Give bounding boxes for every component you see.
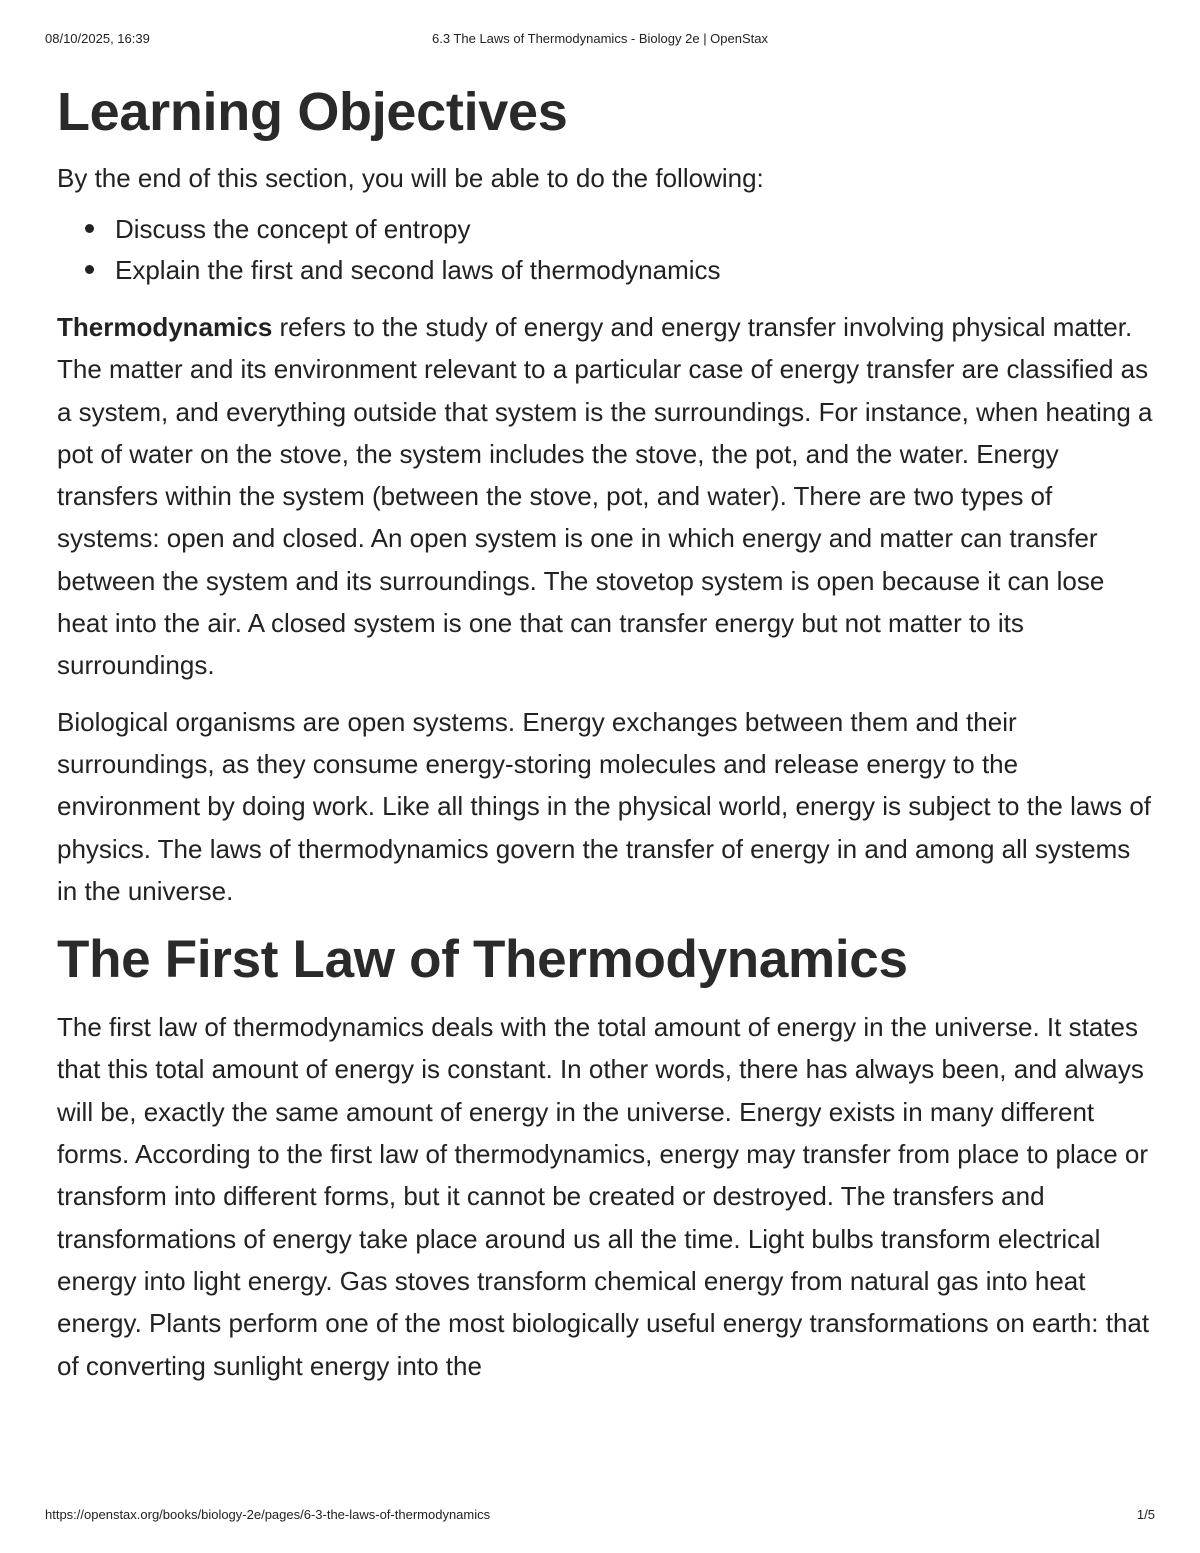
learning-objectives-heading: Learning Objectives: [57, 82, 568, 142]
key-term: Thermodynamics: [57, 312, 273, 342]
list-item: [115, 250, 1157, 291]
first-law-heading: The First Law of Thermodynamics: [57, 930, 908, 990]
print-footer: [45, 1507, 1155, 1525]
biological-organisms-paragraph: Biological organisms are open systems. Energy exchanges between them and their surroundings, as they consume energy-storing molecules and release energy to the environment by doing work. Like all things in the physical world, energy is subject to the laws of physics. The laws of thermodynamics govern the transfer of energy in and among all systems in the universe.: [57, 706, 1152, 906]
page-url-link[interactable]: https://openstax.org/books/biology-2e/pages/6-3-the-laws-of-thermodynamics: [45, 1507, 491, 1522]
paragraph-text: refers to the study of energy and energy transfer involving physical matter. The matter and its environment relevant to a particular case of energy transfer are classified as a system, and everything outside that system is the surroundings. For instance, when heating a pot of water on the stove, the system includes the stove, the pot, and the water. Energy transfers within the system (between the stove, pot, and water). There are two types of systems: open and closed. An open system is one in which energy and matter can transfer between the system and its surroundings. The stovetop system is open because it can lose heat into the air. A closed system is one that can transfer energy but not matter to its surroundings.: [57, 312, 1153, 681]
print-datetime: 08/10/2025, 16:39: [45, 31, 150, 46]
page-number: 1/5: [1136, 1507, 1155, 1522]
page-content: [57, 80, 1157, 1387]
thermodynamics-paragraph: [57, 306, 1157, 687]
learning-objectives-intro: By the end of this section, you will be able to do the following:: [57, 163, 764, 193]
print-header: [45, 31, 1155, 49]
first-law-paragraph: The first law of thermodynamics deals with the total amount of energy in the universe. It states that this total amount of energy is constant. In other words, there has always been, and always will be, exactly the same amount of energy in the universe. Energy exists in many different forms. According to the first law of thermodynamics, energy may transfer from place to place or transform into different forms, but it cannot be created or destroyed. The transfers and transformations of energy take place around us all the time. Light bulbs transform electrical energy into light energy. Gas stoves transform chemical energy from natural gas into heat energy. Plants perform one of the most biologically useful energy transformations on earth: that of converting sunlight energy into the: [57, 1012, 1150, 1381]
print-doc-title: 6.3 The Laws of Thermodynamics - Biology 2e | OpenStax: [431, 31, 768, 46]
objective-text: Discuss the concept of entropy: [115, 214, 471, 244]
objective-text: Explain the first and second laws of thermodynamics: [115, 255, 721, 285]
bullet-icon: [85, 265, 94, 274]
list-item: [115, 209, 1157, 250]
objectives-list: [57, 209, 1157, 291]
bullet-icon: [85, 224, 94, 233]
